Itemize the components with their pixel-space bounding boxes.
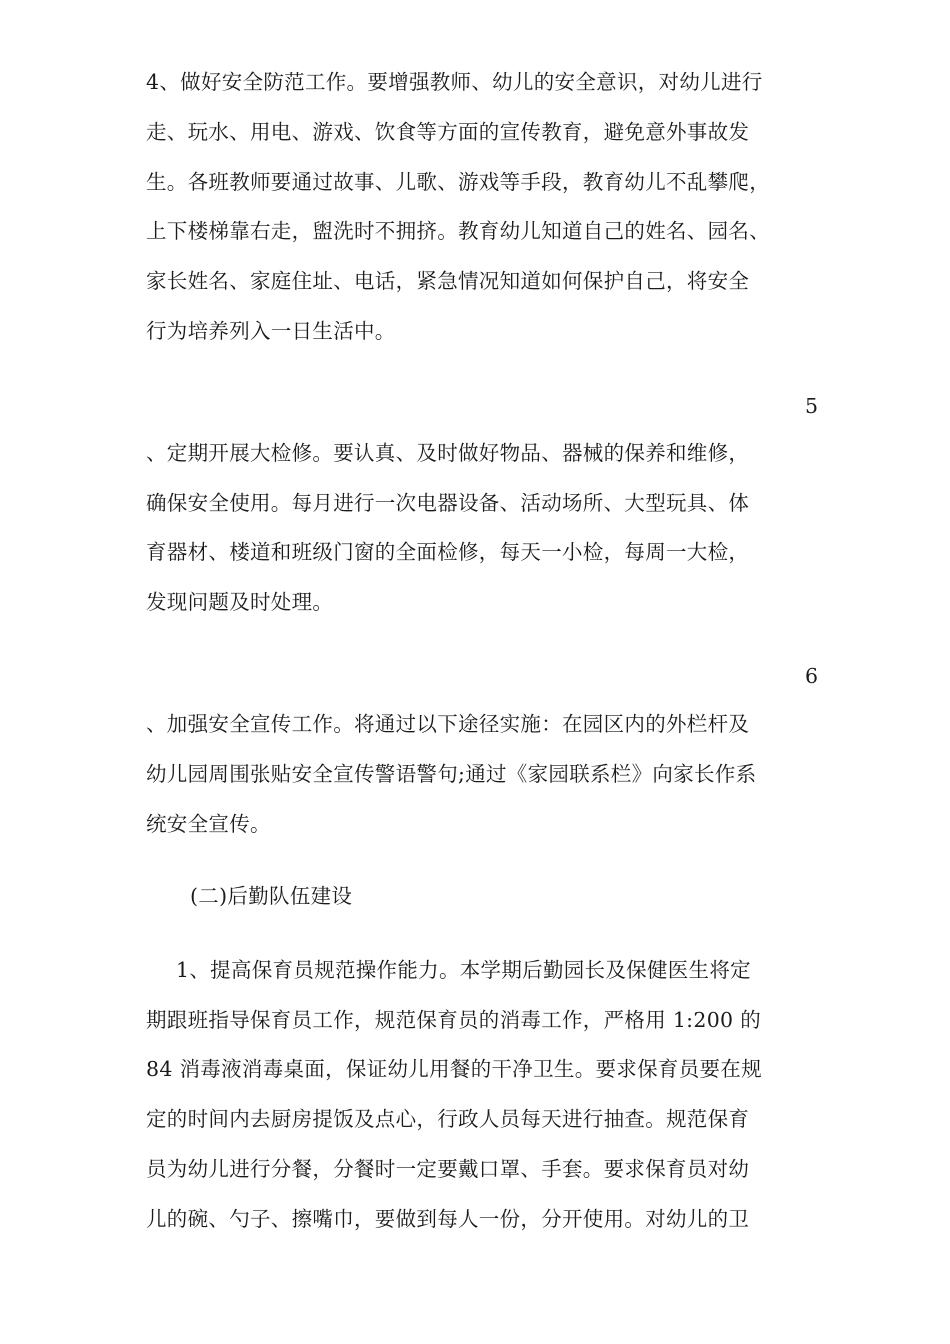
text-line: 家长姓名、家庭住址、电话，紧急情况知道如何保护自己，将安全: [146, 269, 750, 293]
text-line: 84 消毒液消毒桌面，保证幼儿用餐的干净卫生。要求保育员要在规: [146, 1057, 762, 1081]
text-line: 上下楼梯靠右走，盥洗时不拥挤。教育幼儿知道自己的姓名、园名、: [146, 219, 770, 243]
text-line: 4、做好安全防范工作。要增强教师、幼儿的安全意识，对幼儿进行: [146, 70, 763, 94]
text-line: 生。各班教师要通过故事、儿歌、游戏等手段，教育幼儿不乱攀爬，: [146, 170, 770, 194]
text-line: 期跟班指导保育员工作，规范保育员的消毒工作，严格用 1:200 的: [146, 1008, 762, 1032]
text-line: 、加强安全宣传工作。将通过以下途径实施：在园区内的外栏杆及: [146, 712, 750, 736]
text-line: 育器材、楼道和班级门窗的全面检修，每天一小检，每周一大检，: [146, 540, 750, 564]
text-line: 儿的碗、勺子、擦嘴巾，要做到每人一份，分开使用。对幼儿的卫: [146, 1207, 750, 1231]
text-line: 行为培养列入一日生活中。: [146, 319, 396, 343]
text-line: 发现问题及时处理。: [146, 590, 334, 614]
text-line: 定的时间内去厨房提饭及点心，行政人员每天进行抽查。规范保育: [146, 1107, 750, 1131]
item-number-5: 5: [804, 394, 818, 418]
text-line: 员为幼儿进行分餐，分餐时一定要戴口罩、手套。要求保育员对幼: [146, 1157, 750, 1181]
section-heading: (二)后勤队伍建设: [190, 884, 353, 908]
text-line: 确保安全使用。每月进行一次电器设备、活动场所、大型玩具、体: [146, 491, 750, 515]
text-line: 幼儿园周围张贴安全宣传警语警句;通过《家园联系栏》向家长作系: [146, 762, 757, 786]
text-line: 走、玩水、用电、游戏、饮食等方面的宣传教育，避免意外事故发: [146, 120, 750, 144]
text-line: 1、提高保育员规范操作能力。本学期后勤园长及保健医生将定: [176, 958, 751, 982]
item-number-6: 6: [804, 664, 818, 688]
text-line: 、定期开展大检修。要认真、及时做好物品、器械的保养和维修，: [146, 441, 750, 465]
text-line: 统安全宣传。: [146, 812, 271, 836]
